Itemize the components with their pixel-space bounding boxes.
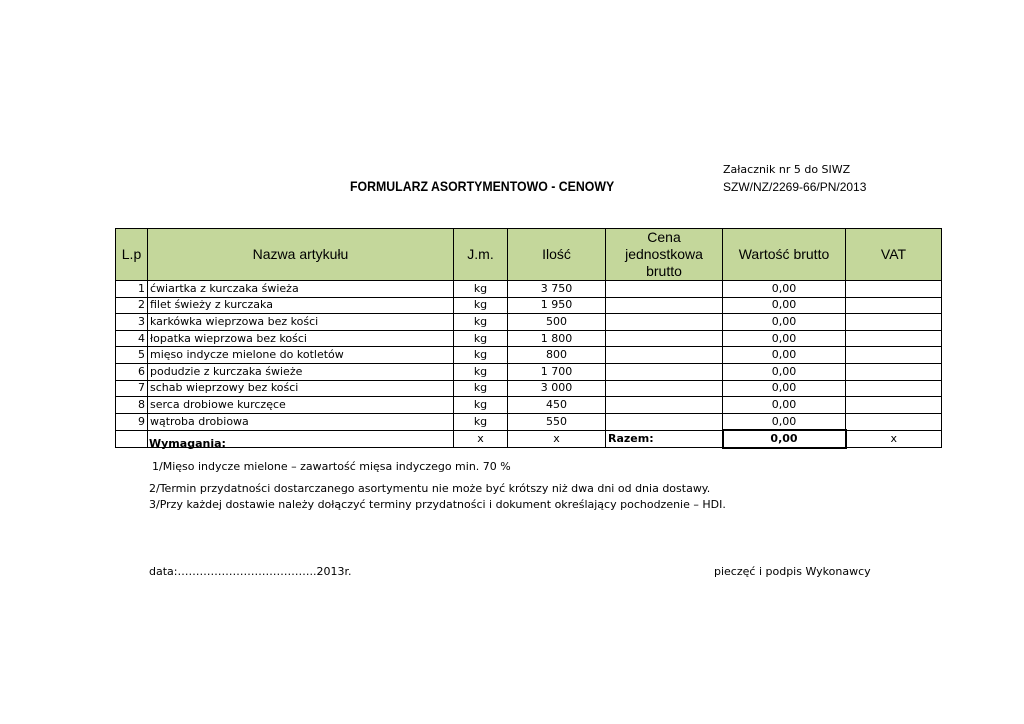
col-header-vat: VAT (846, 229, 942, 281)
cell-lp: 1 (116, 281, 148, 298)
requirements-title: Wymagania: (149, 437, 226, 450)
total-unit: x (454, 430, 508, 448)
cell-price[interactable] (606, 347, 723, 364)
cell-unit: kg (454, 380, 508, 397)
cell-lp: 7 (116, 380, 148, 397)
cell-name: filet świeży z kurczaka (148, 297, 454, 314)
cell-value: 0,00 (723, 330, 846, 347)
cell-qty: 450 (508, 397, 606, 414)
total-vat: x (846, 430, 942, 448)
cell-name: podudzie z kurczaka świeże (148, 363, 454, 380)
col-header-name: Nazwa artykułu (148, 229, 454, 281)
cell-price[interactable] (606, 297, 723, 314)
cell-price[interactable] (606, 397, 723, 414)
col-header-unit: J.m. (454, 229, 508, 281)
cell-lp (116, 430, 148, 448)
cell-qty: 3 750 (508, 281, 606, 298)
cell-lp: 2 (116, 297, 148, 314)
cell-value: 0,00 (723, 314, 846, 331)
cell-lp: 3 (116, 314, 148, 331)
table-row (116, 347, 942, 364)
cell-qty: 800 (508, 347, 606, 364)
cell-vat[interactable] (846, 314, 942, 331)
table-row (116, 413, 942, 430)
cell-unit: kg (454, 297, 508, 314)
cell-vat[interactable] (846, 297, 942, 314)
cell-price[interactable] (606, 413, 723, 430)
signature-label: pieczęć i podpis Wykonawcy (714, 565, 871, 578)
requirement-item-3: 3/Przy każdej dostawie należy dołączyć terminy przydatności i dokument określający pochodzenie – HDI. (149, 498, 726, 511)
table-row (116, 330, 942, 347)
cell-vat[interactable] (846, 330, 942, 347)
cell-value: 0,00 (723, 281, 846, 298)
total-label: Razem: (606, 430, 723, 448)
requirement-item-2: 2/Termin przydatności dostarczanego asortymentu nie może być krótszy niż dwa dni od dnia dostawy. (149, 482, 711, 495)
cell-qty: 3 000 (508, 380, 606, 397)
cell-value: 0,00 (723, 347, 846, 364)
cell-value: 0,00 (723, 363, 846, 380)
cell-value: 0,00 (723, 397, 846, 414)
date-field: data:………………………………..2013r. (149, 565, 352, 578)
col-header-price: Cena jednostkowa brutto (606, 229, 723, 281)
cell-name: wątroba drobiowa (148, 413, 454, 430)
cell-name: łopatka wieprzowa bez kości (148, 330, 454, 347)
cell-lp: 4 (116, 330, 148, 347)
table-header-row (116, 229, 942, 281)
table-row (116, 363, 942, 380)
cell-vat[interactable] (846, 281, 942, 298)
cell-value: 0,00 (723, 297, 846, 314)
cell-lp: 6 (116, 363, 148, 380)
total-value: 0,00 (723, 430, 846, 448)
annex-label: Załacznik nr 5 do SIWZ (723, 163, 851, 176)
cell-vat[interactable] (846, 413, 942, 430)
cell-price[interactable] (606, 363, 723, 380)
reference-number: SZW/NZ/2269-66/PN/2013 (723, 180, 867, 194)
cell-name: karkówka wieprzowa bez kości (148, 314, 454, 331)
cell-name: mięso indycze mielone do kotletów (148, 347, 454, 364)
cell-value: 0,00 (723, 380, 846, 397)
table-row (116, 380, 942, 397)
cell-name: schab wieprzowy bez kości (148, 380, 454, 397)
cell-unit: kg (454, 397, 508, 414)
cell-vat[interactable] (846, 397, 942, 414)
col-header-qty: Ilość (508, 229, 606, 281)
total-qty: x (508, 430, 606, 448)
cell-value: 0,00 (723, 413, 846, 430)
cell-unit: kg (454, 314, 508, 331)
cell-name: serca drobiowe kurczęce (148, 397, 454, 414)
cell-vat[interactable] (846, 380, 942, 397)
cell-vat[interactable] (846, 347, 942, 364)
table-row (116, 297, 942, 314)
table-body (116, 281, 942, 448)
table-row (116, 314, 942, 331)
page-title: FORMULARZ ASORTYMENTOWO - CENOWY (350, 178, 615, 194)
cell-price[interactable] (606, 281, 723, 298)
cell-price[interactable] (606, 380, 723, 397)
cell-lp: 9 (116, 413, 148, 430)
cell-price[interactable] (606, 314, 723, 331)
cell-unit: kg (454, 281, 508, 298)
assortment-price-table (115, 228, 942, 449)
table-row (116, 397, 942, 414)
cell-qty: 500 (508, 314, 606, 331)
cell-qty: 1 700 (508, 363, 606, 380)
col-header-value: Wartość brutto (723, 229, 846, 281)
requirement-item-1: 1/Mięso indycze mielone – zawartość mięsa indyczego min. 70 % (152, 460, 511, 473)
cell-lp: 8 (116, 397, 148, 414)
cell-qty: 1 800 (508, 330, 606, 347)
cell-unit: kg (454, 413, 508, 430)
cell-lp: 5 (116, 347, 148, 364)
cell-qty: 1 950 (508, 297, 606, 314)
table-row (116, 281, 942, 298)
cell-qty: 550 (508, 413, 606, 430)
cell-price[interactable] (606, 330, 723, 347)
total-row (116, 430, 942, 448)
cell-unit: kg (454, 363, 508, 380)
cell-name: ćwiartka z kurczaka świeża (148, 281, 454, 298)
cell-unit: kg (454, 347, 508, 364)
cell-unit: kg (454, 330, 508, 347)
cell-vat[interactable] (846, 363, 942, 380)
col-header-lp: L.p (116, 229, 148, 281)
